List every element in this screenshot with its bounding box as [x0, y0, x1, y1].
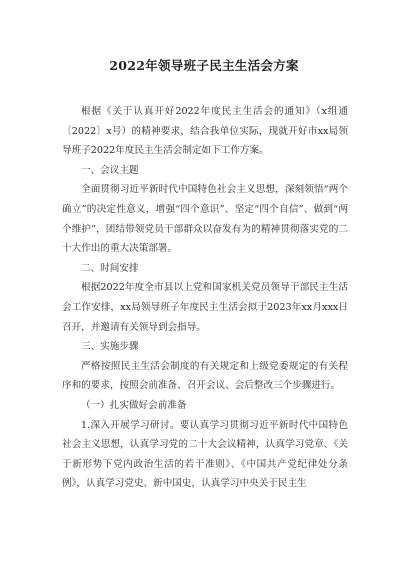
- paragraph-theme: 全面贯彻习近平新时代中国特色社会主义思想，深刻领悟“两个确立”的决定性意义，增强“四个意识”、坚定“四个自信”、做到“两个维护”，团结带领党员干部群众以奋发有为的精神贯彻落实党的二十大作出的重大决策部署。: [62, 184, 348, 255]
- paragraph-schedule: 根据2022年度全市县以上党和国家机关党员领导干部民主生活会工作安排，xx局领导班子年度民主生活会拟于2023年xx月xxx日召开，并邀请有关领导到会指导。: [62, 282, 348, 333]
- document-title: 2022年领导班子民主生活会方案: [109, 58, 299, 73]
- subsection-heading-preparation: （一）扎实做好会前准备: [81, 399, 187, 411]
- paragraph-intro: 根据《关于认真开好2022年度民主生活会的通知》（x组通〔2022〕x号）的精神要求，结合我单位实际，现就开好市xx局领导班子2022年度民主生活会制定如下工作方案。: [62, 106, 348, 157]
- section-heading-theme: 一、会议主题: [81, 164, 139, 176]
- paragraph-steps: 严格按照民主生活会制度的有关规定和上级党委规定的有关程序和的要求，按照会前准备、召开会议、会后整改三个步骤进行。: [62, 360, 348, 392]
- document-body: [62, 102, 348, 494]
- paragraph-study: 1.深入开展学习研讨。要认真学习贯彻习近平新时代中国特色社会主义思想，认真学习党的二十大会议精神，认真学习党章、《关于新形势下党内政治生活的若干准则》、《中国共产党纪律处分条例》，认真学习党史、新中国史，认真学习中央关于民主生: [62, 419, 348, 490]
- section-heading-steps: 三、实施步骤: [81, 341, 139, 353]
- section-heading-schedule: 二、时间安排: [81, 262, 139, 274]
